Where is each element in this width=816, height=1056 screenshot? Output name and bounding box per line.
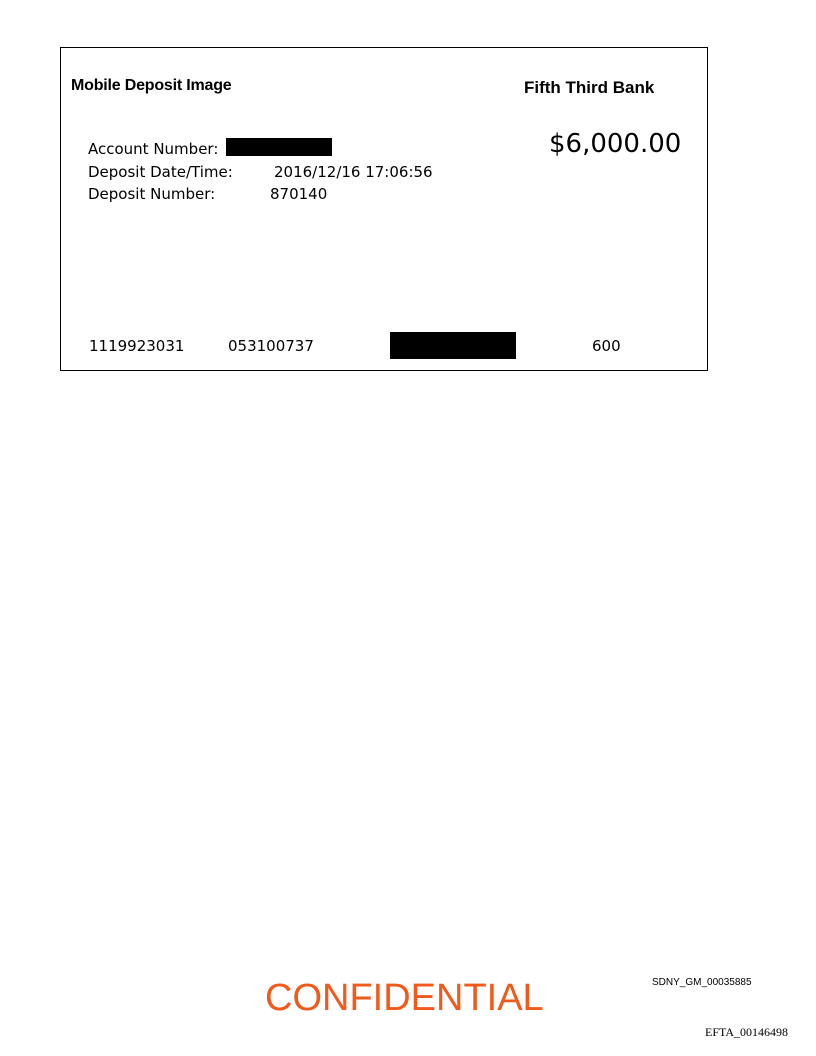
micr-redaction bbox=[390, 332, 516, 359]
micr-field-1: 1119923031 bbox=[89, 337, 185, 355]
bank-name: Fifth Third Bank bbox=[524, 78, 655, 97]
deposit-datetime-value: 2016/12/16 17:06:56 bbox=[274, 163, 433, 181]
account-number-label: Account Number: bbox=[88, 140, 219, 158]
micr-field-3: 600 bbox=[592, 337, 621, 355]
deposit-amount: $6,000.00 bbox=[549, 129, 682, 159]
micr-field-2: 053100737 bbox=[228, 337, 314, 355]
bates-number: SDNY_GM_00035885 bbox=[652, 977, 752, 988]
deposit-datetime-label: Deposit Date/Time: bbox=[88, 163, 233, 181]
deposit-title: Mobile Deposit Image bbox=[71, 77, 232, 94]
account-number-redaction bbox=[226, 138, 332, 156]
deposit-number-label: Deposit Number: bbox=[88, 185, 216, 203]
deposit-number-value: 870140 bbox=[270, 185, 328, 203]
efta-number: EFTA_00146498 bbox=[705, 1025, 789, 1039]
mobile-deposit-image-panel bbox=[60, 47, 708, 371]
confidential-stamp: CONFIDENTIAL bbox=[265, 977, 544, 1019]
